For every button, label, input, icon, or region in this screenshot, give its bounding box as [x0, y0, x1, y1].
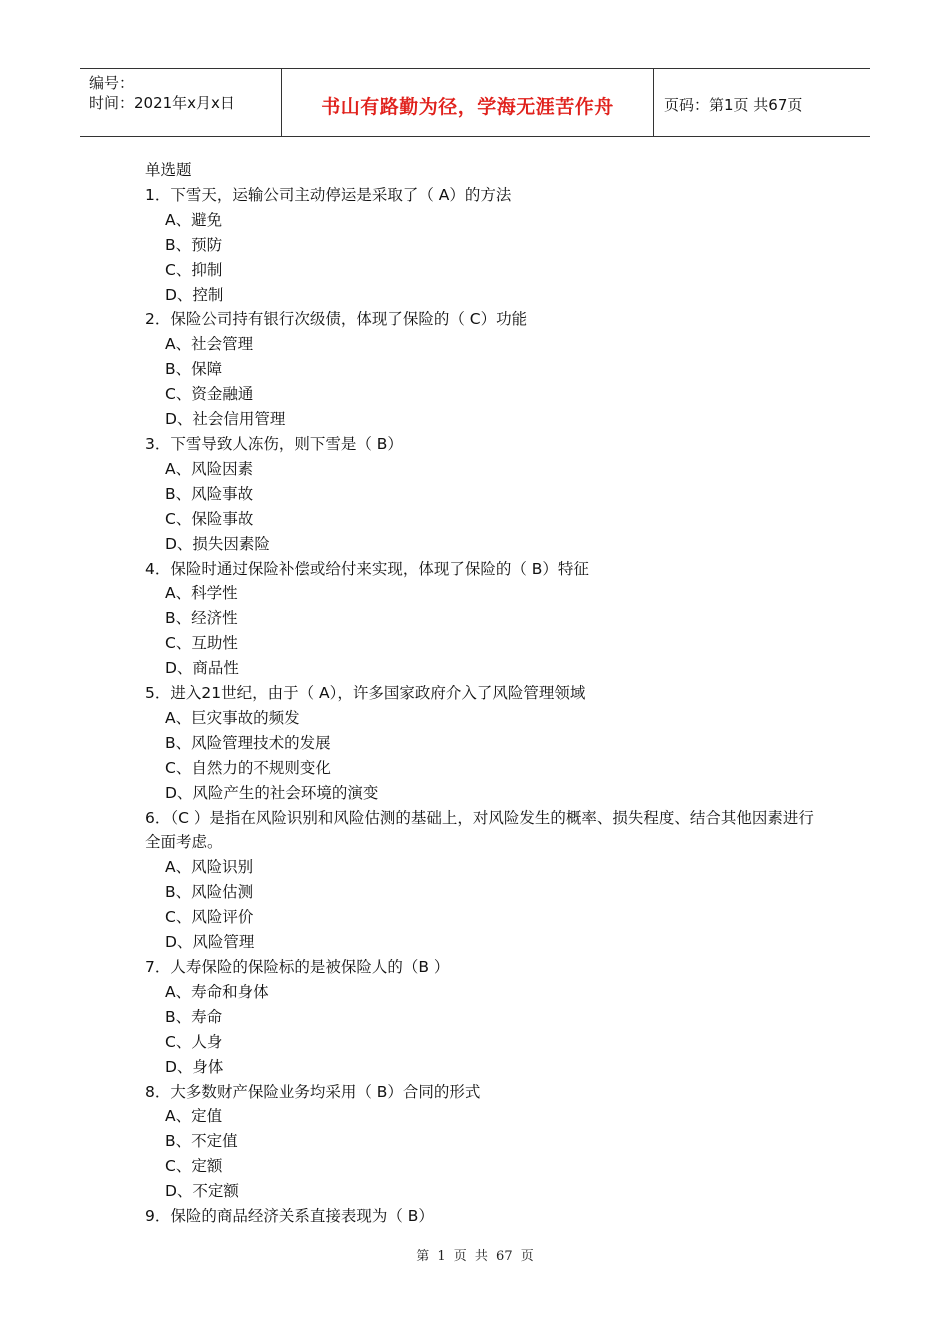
question-text: 3．下雪导致人冻伤，则下雪是（ B）: [145, 434, 403, 453]
option-a: A、避免: [165, 210, 223, 229]
option-d: D、损失因素险: [165, 534, 270, 553]
option-d: D、商品性: [165, 659, 239, 678]
option-c: C、自然力的不规则变化: [165, 758, 331, 777]
option-d: D、风险管理: [165, 933, 255, 952]
option-d: D、控制: [165, 285, 224, 304]
option-c: C、风险评价: [165, 908, 254, 927]
option-c: C、抑制: [165, 260, 223, 279]
question-5: [145, 681, 825, 806]
question-text: 2．保险公司持有银行次级债，体现了保险的（ C）功能: [145, 310, 528, 329]
option-a: A、风险因素: [165, 459, 254, 478]
question-text: 5．进入21世纪，由于（ A），许多国家政府介入了风险管理领域: [145, 684, 586, 703]
question-8: [145, 1080, 825, 1205]
question-text: 7．人寿保险的保险标的是被保险人的（B ）: [145, 958, 450, 976]
question-7: [145, 955, 825, 1080]
question-2: [145, 307, 825, 432]
page-header: [80, 68, 870, 137]
question-3: [145, 432, 825, 557]
option-b: B、寿命: [165, 1007, 223, 1026]
document-number-label: 编号：: [89, 74, 135, 92]
option-a: A、巨灾事故的频发: [165, 708, 300, 727]
option-a: A、寿命和身体: [165, 982, 269, 1001]
option-d: D、风险产生的社会环境的演变: [165, 783, 379, 802]
option-d: D、不定额: [165, 1182, 239, 1201]
question-text: 4．保险时通过保险补偿或给付来实现，体现了保险的（ B）特征: [145, 559, 589, 578]
question-content: [145, 158, 825, 1229]
option-c: C、互助性: [165, 634, 238, 653]
document-time-label: 时间：2021年x月x日: [89, 94, 235, 112]
question-text: 1．下雪天，运输公司主动停运是采取了（ A）的方法: [145, 185, 512, 204]
option-b: B、风险事故: [165, 484, 254, 503]
option-a: A、科学性: [165, 584, 238, 603]
question-text: 8．大多数财产保险业务均采用（ B）合同的形式: [145, 1082, 481, 1101]
header-motto: 书山有路勤为径，学海无涯苦作舟: [282, 69, 654, 136]
question-text: 9．保险的商品经济关系直接表现为（ B）: [145, 1207, 434, 1226]
question-text: 6．（C ）是指在风险识别和风险估测的基础上，对风险发生的概率、损失程度、结合其他因素进行全面考虑。: [145, 808, 814, 852]
option-b: B、不定值: [165, 1132, 238, 1151]
option-a: A、风险识别: [165, 858, 254, 877]
question-1: [145, 183, 825, 308]
option-d: D、身体: [165, 1057, 224, 1076]
option-b: B、经济性: [165, 609, 238, 628]
option-c: C、保险事故: [165, 509, 254, 528]
option-b: B、风险估测: [165, 883, 254, 902]
option-a: A、定值: [165, 1107, 223, 1126]
option-d: D、社会信用管理: [165, 410, 286, 429]
header-meta: [80, 69, 282, 136]
option-c: C、人身: [165, 1032, 223, 1051]
option-c: C、定额: [165, 1157, 223, 1176]
option-b: B、预防: [165, 235, 223, 254]
option-a: A、社会管理: [165, 335, 254, 354]
section-title: 单选题: [145, 161, 192, 179]
question-4: [145, 557, 825, 682]
option-b: B、风险管理技术的发展: [165, 733, 331, 752]
header-page-info: 页码：第1页 共67页: [664, 96, 803, 114]
option-b: B、保障: [165, 360, 223, 379]
page-footer: 第 1 页 共 67 页: [416, 1249, 534, 1264]
question-6: [145, 806, 825, 955]
option-c: C、资金融通: [165, 385, 254, 404]
question-9: [145, 1204, 825, 1229]
